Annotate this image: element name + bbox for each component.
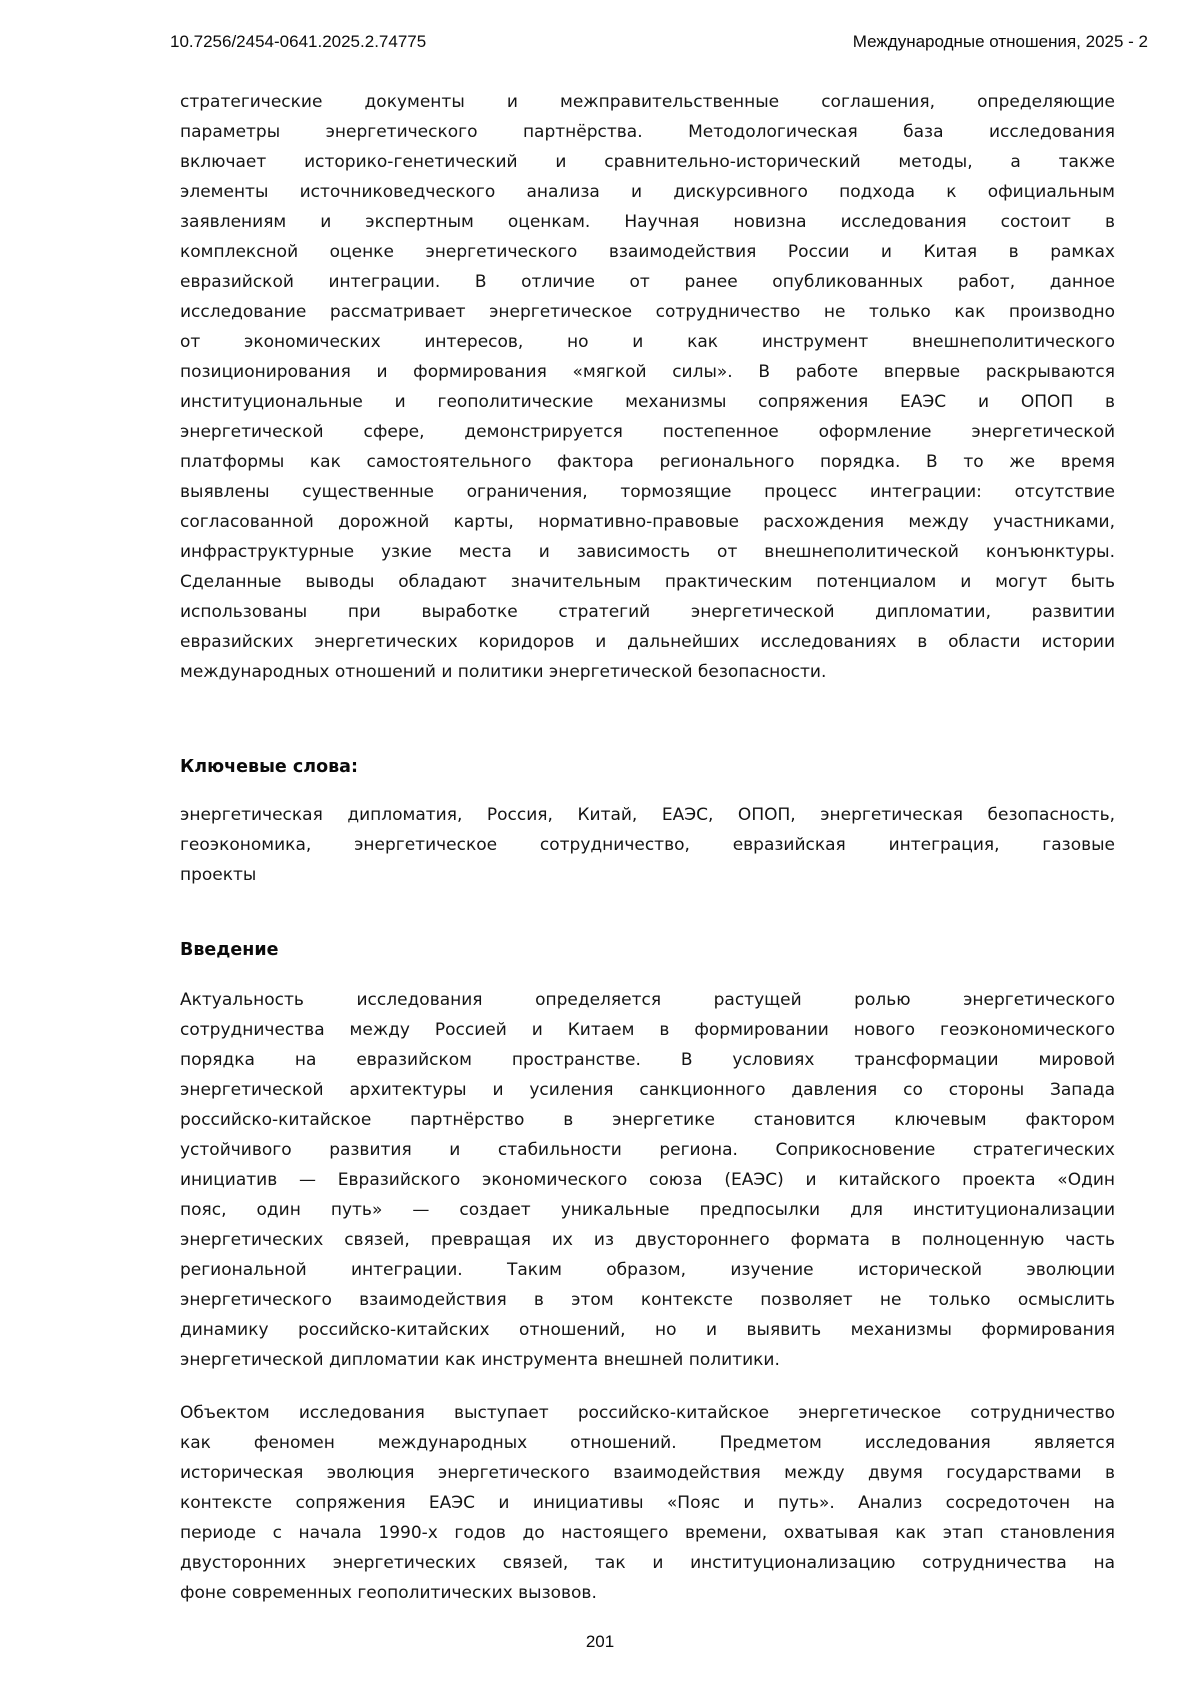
text-line: энергетической дипломатии как инструмента внешней политики. [180, 1350, 780, 1370]
text-line: энергетической сфере, демонстрируется постепенное оформление энергетической [180, 422, 1115, 442]
text-line: комплексной оценке энергетического взаимодействия России и Китая в рамках [180, 242, 1115, 262]
text-line: как феномен международных отношений. Предметом исследования является [180, 1433, 1115, 1453]
text-line: заявлениям и экспертным оценкам. Научная новизна исследования состоит в [180, 212, 1115, 232]
text-line: проекты [180, 865, 257, 885]
introduction-paragraph-2 [180, 1398, 1115, 1608]
text-line: элементы источниковедческого анализа и дискурсивного подхода к официальным [180, 182, 1115, 202]
text-line: инфраструктурные узкие места и зависимость от внешнеполитической конъюнктуры. [180, 542, 1115, 562]
text-line: контексте сопряжения ЕАЭС и инициативы «Пояс и путь». Анализ сосредоточен на [180, 1493, 1115, 1513]
text-line: энергетической архитектуры и усиления санкционного давления со стороны Запада [180, 1080, 1115, 1100]
text-line: энергетических связей, превращая их из двустороннего формата в полноценную часть [180, 1230, 1115, 1250]
text-line: платформы как самостоятельного фактора регионального порядка. В то же время [180, 452, 1115, 472]
text-line: устойчивого развития и стабильности региона. Соприкосновение стратегических [180, 1140, 1115, 1160]
text-line: включает историко-генетический и сравнительно-исторический методы, а также [180, 152, 1115, 172]
text-line: институциональные и геополитические механизмы сопряжения ЕАЭС и ОПОП в [180, 392, 1115, 412]
text-line: Сделанные выводы обладают значительным практическим потенциалом и могут быть [180, 572, 1115, 592]
text-line: использованы при выработке стратегий энергетической дипломатии, развитии [180, 602, 1115, 622]
journal-title: Международные отношения, 2025 - 2 [852, 32, 1148, 51]
text-line: геоэкономика, энергетическое сотрудничество, евразийская интеграция, газовые [180, 835, 1115, 855]
text-line: двусторонних энергетических связей, так и институционализацию сотрудничества на [180, 1553, 1115, 1573]
text-line: порядка на евразийском пространстве. В условиях трансформации мировой [180, 1050, 1115, 1070]
text-line: от экономических интересов, но и как инструмент внешнеполитического [180, 332, 1115, 352]
text-line: энергетического взаимодействия в этом контексте позволяет не только осмыслить [180, 1290, 1115, 1310]
text-line: энергетическая дипломатия, Россия, Китай, ЕАЭС, ОПОП, энергетическая безопасность, [180, 805, 1115, 825]
doi-text: 10.7256/2454-0641.2025.2.74775 [170, 32, 427, 51]
text-line: российско-китайское партнёрство в энергетике становится ключевым фактором [180, 1110, 1115, 1130]
text-line: пояс, один путь» — создает уникальные предпосылки для институционализации [180, 1200, 1115, 1220]
page-number: 201 [585, 1632, 615, 1651]
text-line: периоде с начала 1990-х годов до настоящего времени, охватывая как этап становления [180, 1523, 1115, 1543]
introduction-heading: Введение [180, 940, 279, 960]
text-line: параметры энергетического партнёрства. Методологическая база исследования [180, 122, 1115, 142]
keywords-heading: Ключевые слова: [180, 757, 358, 777]
keywords-paragraph [180, 800, 1115, 890]
text-line: фоне современных геополитических вызовов. [180, 1583, 597, 1603]
text-line: международных отношений и политики энергетической безопасности. [180, 662, 827, 682]
text-line: инициатив — Евразийского экономического союза (ЕАЭС) и китайского проекта «Один [180, 1170, 1115, 1190]
text-line: согласованной дорожной карты, нормативно-правовые расхождения между участниками, [180, 512, 1115, 532]
text-line: динамику российско-китайских отношений, но и выявить механизмы формирования [180, 1320, 1115, 1340]
text-line: евразийских энергетических коридоров и дальнейших исследованиях в области истории [180, 632, 1115, 652]
text-line: региональной интеграции. Таким образом, изучение исторической эволюции [180, 1260, 1115, 1280]
text-line: выявлены существенные ограничения, тормозящие процесс интеграции: отсутствие [180, 482, 1115, 502]
text-line: Объектом исследования выступает российско-китайское энергетическое сотрудничество [180, 1403, 1115, 1423]
text-line: позиционирования и формирования «мягкой силы». В работе впервые раскрываются [180, 362, 1115, 382]
text-line: сотрудничества между Россией и Китаем в формировании нового геоэкономического [180, 1020, 1115, 1040]
text-line: евразийской интеграции. В отличие от ранее опубликованных работ, данное [180, 272, 1115, 292]
introduction-paragraph-1 [180, 985, 1115, 1375]
text-line: Актуальность исследования определяется растущей ролью энергетического [180, 990, 1115, 1010]
text-line: историческая эволюция энергетического взаимодействия между двумя государствами в [180, 1463, 1115, 1483]
page-header [170, 32, 1148, 52]
text-line: исследование рассматривает энергетическое сотрудничество не только как производно [180, 302, 1115, 322]
text-line: стратегические документы и межправительственные соглашения, определяющие [180, 92, 1115, 112]
abstract-paragraph [180, 87, 1115, 687]
